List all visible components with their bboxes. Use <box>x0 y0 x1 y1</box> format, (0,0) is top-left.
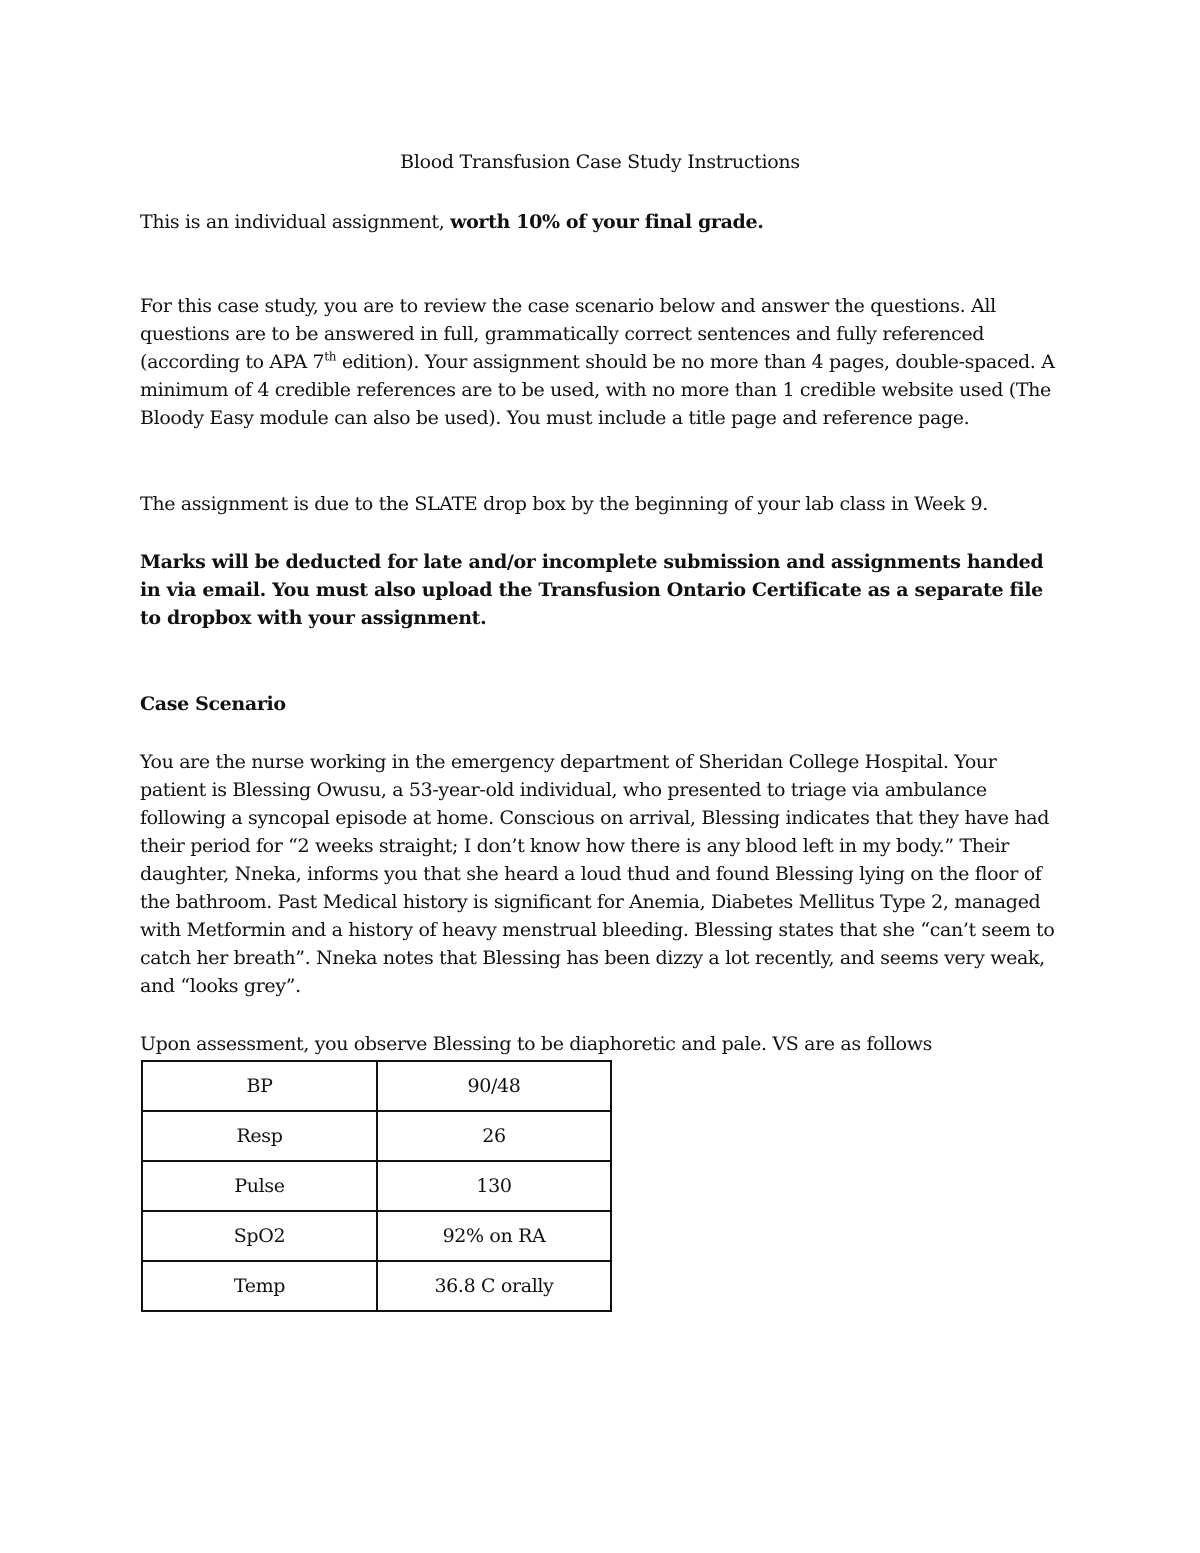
vital-label: Resp <box>142 1111 377 1161</box>
warning-text: Marks will be deducted for late and/or incomplete submission and assignments handed in via email. You must also upload the Transfusion Ontario Certificate as a separate file to dropbox with your assignment. <box>140 551 1044 629</box>
case-heading-text: Case Scenario <box>140 693 286 715</box>
instructions-part1: For this case study, you are to review the case scenario below and answer the questions. All questions are to be answered in full, grammatically correct sentences and fully referenced (according to APA 7 <box>140 295 996 373</box>
vital-value: 92% on RA <box>377 1211 611 1261</box>
due-text: The assignment is due to the SLATE drop box by the beginning of your lab class in Week 9. <box>140 493 988 515</box>
table-row <box>142 1061 611 1111</box>
vital-label: Temp <box>142 1261 377 1311</box>
document-title: Blood Transfusion Case Study Instructions <box>400 151 800 173</box>
case-text: You are the nurse working in the emergency department of Sheridan College Hospital. Your patient is Blessing Owusu, a 53-year-old individual, who presented to triage via ambulance following a syncopal episode at home. Conscious on arrival, Blessing indicates that they have had their period for “2 weeks straight; I don’t know how there is any blood left in my body.” Their daughter, Nneka, informs you that she heard a loud thud and found Blessing lying on the floor of the bathroom. Past Medical history is significant for Anemia, Diabetes Mellitus Type 2, managed with Metformin and a history of heavy menstrual bleeding. Blessing states that she “can’t seem to catch her breath”. Nneka notes that Blessing has been dizzy a lot recently, and seems very weak, and “looks grey”. <box>140 751 1055 997</box>
vital-value: 26 <box>377 1111 611 1161</box>
intro-paragraph <box>140 208 1065 236</box>
assessment-text: Upon assessment, you observe Blessing to be diaphoretic and pale. VS are as follows <box>140 1033 933 1055</box>
warning-paragraph <box>140 548 1065 632</box>
instructions-superscript: th <box>324 349 337 364</box>
assessment-paragraph <box>140 1030 1100 1058</box>
vital-signs-table <box>141 1060 612 1312</box>
intro-grade-weight: worth 10% of your final grade. <box>450 211 764 233</box>
vital-label: Pulse <box>142 1161 377 1211</box>
table-row <box>142 1111 611 1161</box>
due-paragraph <box>140 490 1065 518</box>
vital-value: 130 <box>377 1161 611 1211</box>
vital-value: 36.8 C orally <box>377 1261 611 1311</box>
table-row <box>142 1261 611 1311</box>
case-heading <box>140 690 1065 718</box>
intro-text: This is an individual assignment, <box>140 211 451 233</box>
case-paragraph <box>140 748 1065 1000</box>
vital-value: 90/48 <box>377 1061 611 1111</box>
instructions-part2: edition). Your assignment should be no more than 4 pages, double-spaced. A minimum of 4 credible references are to be used, with no more than 1 credible website used (The Bloody Easy module can also be used). You must include a title page and reference page. <box>140 351 1055 429</box>
vital-label: BP <box>142 1061 377 1111</box>
instructions-paragraph <box>140 292 1065 432</box>
table-row <box>142 1211 611 1261</box>
table-row <box>142 1161 611 1211</box>
vital-label: SpO2 <box>142 1211 377 1261</box>
